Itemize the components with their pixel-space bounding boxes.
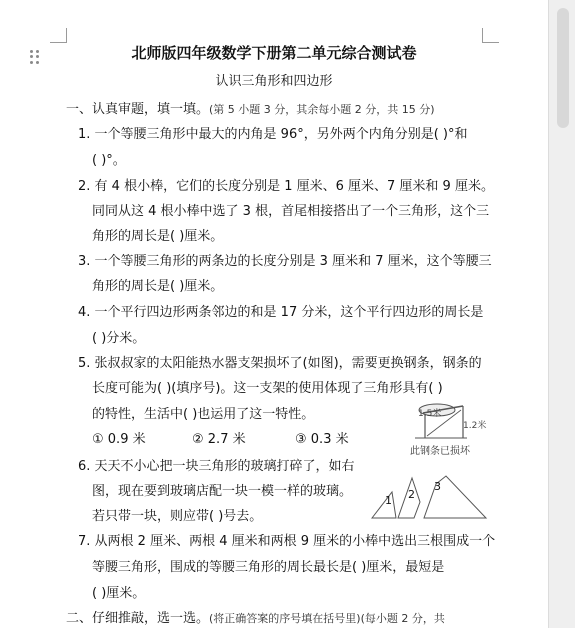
q6-line-3: 若只带一块，则应带( )号去。 xyxy=(92,509,263,524)
q5-line-2: 长度可能为( )(填序号)。这一支架的使用体现了三角形具有( ) xyxy=(92,381,443,396)
q5-option-2: ② 2.7 米 xyxy=(192,432,246,447)
section-1-note: (第 5 小题 3 分，其余每小题 2 分，共 15 分) xyxy=(209,103,435,116)
figure-dim-1: 1.2米 xyxy=(463,421,487,431)
crop-mark-top-left xyxy=(50,28,67,43)
page-subtitle: 认识三角形和四边形 xyxy=(215,74,333,89)
q1-line-1: 1. 一个等腰三角形中最大的内角是 96°，另外两个内角分别是( )°和 xyxy=(78,127,468,142)
q2-line-1: 2. 有 4 根小棒，它们的长度分别是 1 厘米、6 厘米、7 厘米和 9 厘米。 xyxy=(78,179,494,194)
crop-mark-top-right xyxy=(482,28,499,43)
q5-option-1: ① 0.9 米 xyxy=(92,432,146,447)
glass-piece-2: 2 xyxy=(408,488,415,501)
q7-line-2: 等腰三角形，围成的等腰三角形的周长最长是( )厘米，最短是 xyxy=(92,560,445,575)
q1-line-2: ( )°。 xyxy=(92,153,126,168)
q7-line-3: ( )厘米。 xyxy=(92,586,146,601)
section-2-note: (将正确答案的序号填在括号里)(每小题 2 分，共 xyxy=(209,612,445,625)
q3-line-1: 3. 一个等腰三角形的两条边的长度分别是 3 厘米和 7 厘米，这个等腰三 xyxy=(78,254,492,269)
figure-caption: 此钢条已损坏 xyxy=(410,446,470,457)
figure-dim-2: 1.5米 xyxy=(418,409,442,419)
q4-line-2: ( )分米。 xyxy=(92,331,146,346)
section-1-heading xyxy=(66,98,435,117)
q7-line-1: 7. 从两根 2 厘米、两根 4 厘米和两根 9 厘米的小棒中选出三根围成一个 xyxy=(78,534,496,549)
q6-line-1: 6. 天天不小心把一块三角形的玻璃打碎了，如右 xyxy=(78,459,355,474)
q5-line-3: 的特性，生活中( )也运用了这一特性。 xyxy=(92,407,315,422)
section-2-heading xyxy=(66,607,445,626)
q2-line-3: 角形的周长是( )厘米。 xyxy=(92,229,224,244)
page-title: 北师版四年级数学下册第二单元综合测试卷 xyxy=(131,44,417,62)
q5-option-3: ③ 0.3 米 xyxy=(295,432,349,447)
glass-piece-1: 1 xyxy=(385,494,392,507)
q4-line-1: 4. 一个平行四边形两条邻边的和是 17 分米，这个平行四边形的周长是 xyxy=(78,305,484,320)
q3-line-2: 角形的周长是( )厘米。 xyxy=(92,279,224,294)
vertical-scrollbar[interactable] xyxy=(548,0,575,628)
section-2-title: 二、仔细推敲，选一选。 xyxy=(66,611,210,626)
q5-line-1: 5. 张叔叔家的太阳能热水器支架损坏了(如图)，需要更换钢条，钢条的 xyxy=(78,356,482,371)
glass-piece-3: 3 xyxy=(434,480,441,493)
scrollbar-thumb[interactable] xyxy=(557,8,569,128)
section-1-title: 一、认真审题，填一填。 xyxy=(66,102,210,117)
q2-line-2: 同同从这 4 根小棒中选了 3 根，首尾相接搭出了一个三角形，这个三 xyxy=(92,204,490,219)
q6-line-2: 图，现在要到玻璃店配一块一模一样的玻璃。 xyxy=(92,484,353,499)
